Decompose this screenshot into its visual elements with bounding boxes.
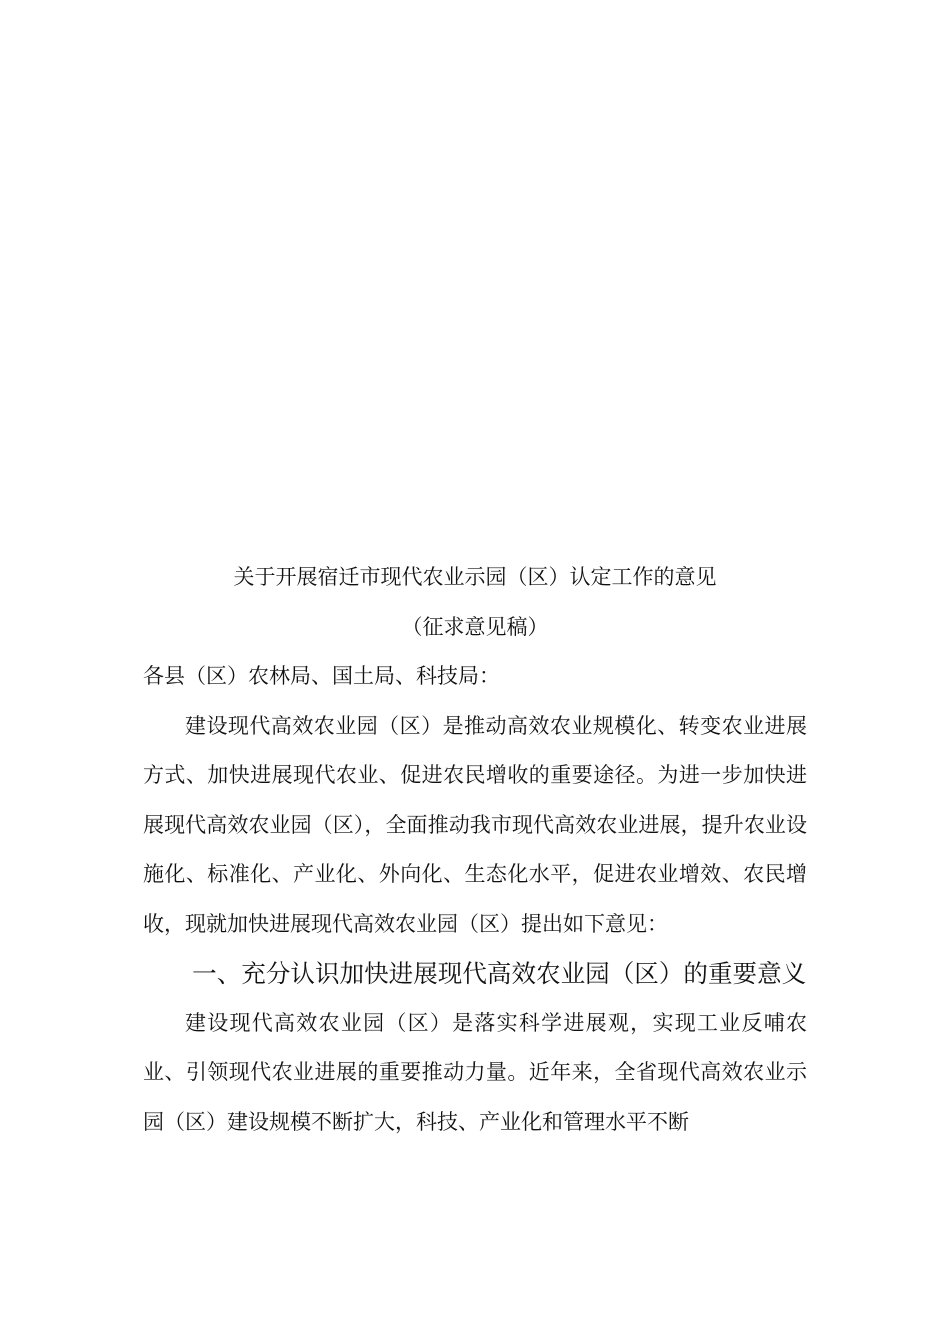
addressee-line: 各县（区）农林局、国土局、科技局： (143, 664, 500, 688)
document-subtitle: （征求意见稿） (401, 614, 549, 639)
document-title: 关于开展宿迁市现代农业示园（区）认定工作的意见 (233, 565, 717, 589)
section-heading-1: 一、充分认识加快进展现代高效农业园（区）的重要意义 (192, 959, 807, 988)
document-body (143, 553, 807, 1147)
intro-paragraph: 建设现代高效农业园（区）是推动高效农业规模化、转变农业进展方式、加快进展现代农业、促进农民增收的重要途径。为进一步加快进展现代高效农业园（区），全面推动我市现代高效农业进展，提升农业设施化、标准化、产业化、外向化、生态化水平，促进农业增效、农民增收，现就加快进展现代高效农业园（区）提出如下意见： (143, 713, 807, 936)
section-1-paragraph: 建设现代高效农业园（区）是落实科学进展观，实现工业反哺农业、引领现代农业进展的重要推动力量。近年来，全省现代高效农业示园（区）建设规模不断扩大，科技、产业化和管理水平不断 (143, 1010, 807, 1134)
